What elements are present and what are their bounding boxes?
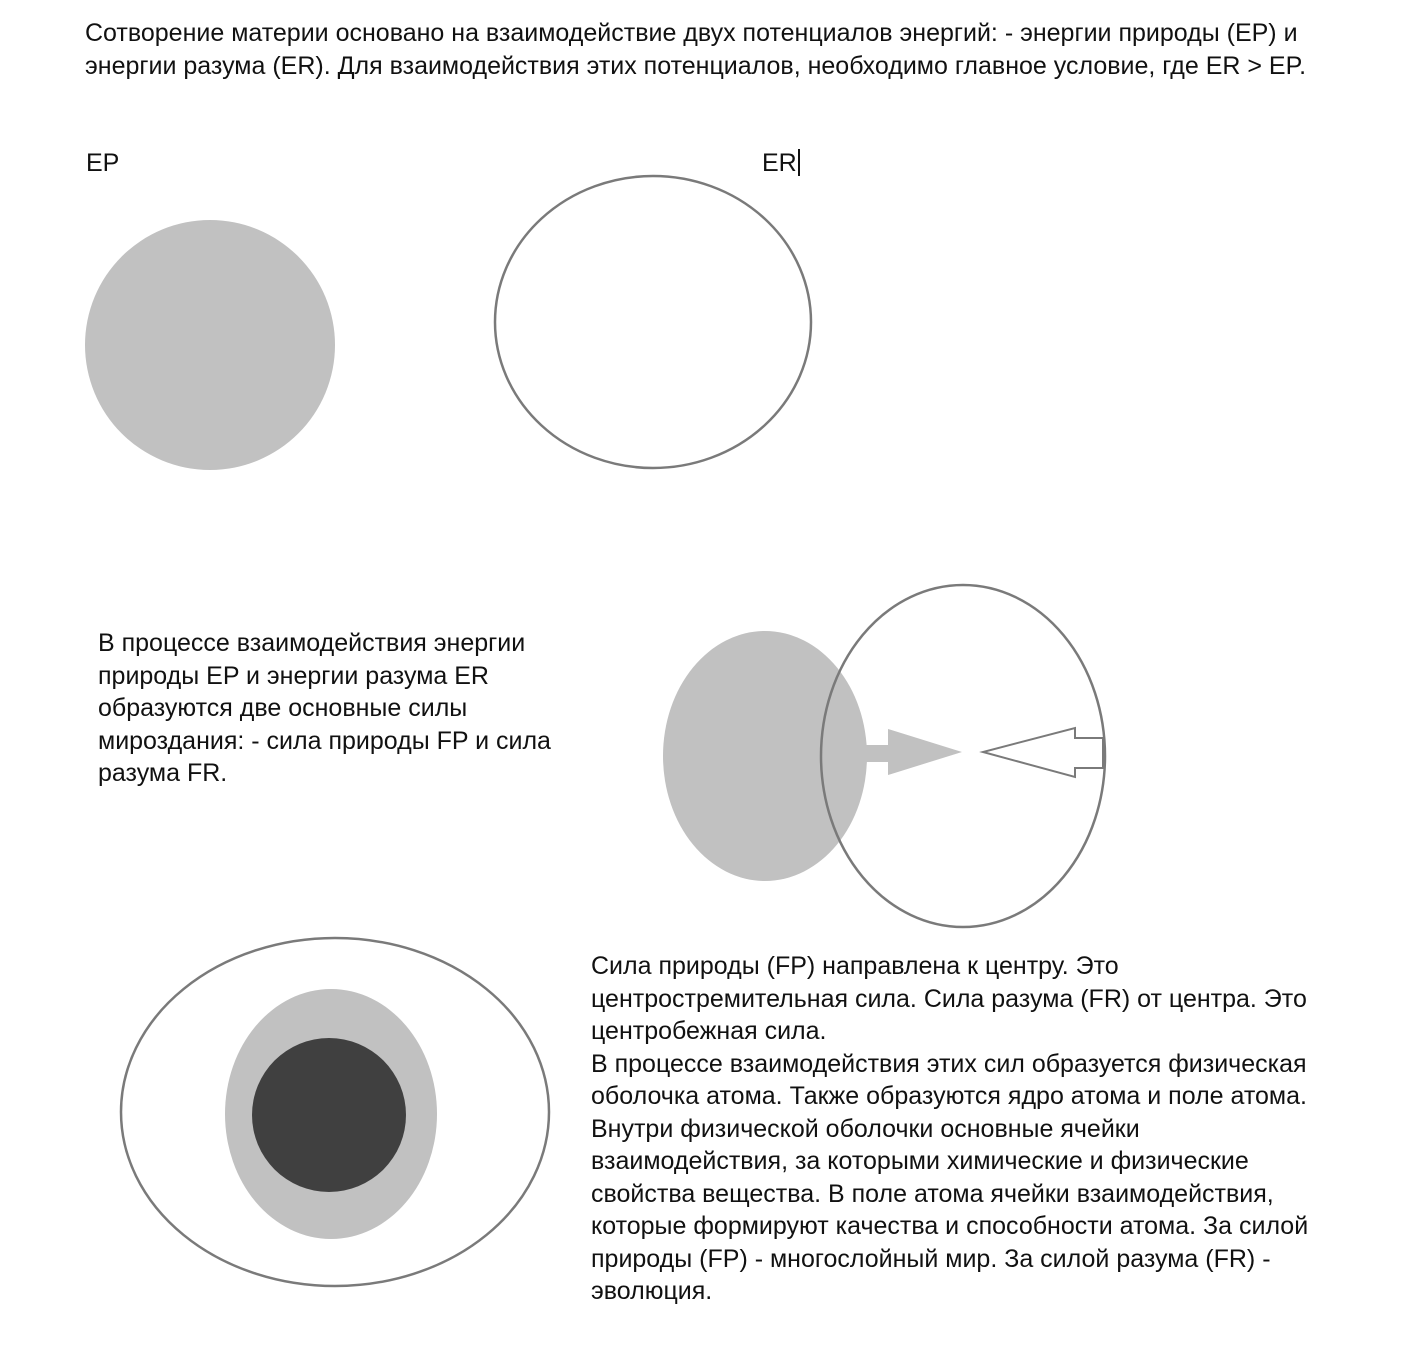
ep-label-text: EP (86, 149, 120, 177)
intro-paragraph: Сотворение материи основано на взаимодействие двух потенциалов энергий: - энергии природы (EP) и энергии разума (ER). Для взаимодействия этих потенциалов, необходимо главное условие, где ER > EP. (85, 19, 1307, 80)
er-label-text: ER (762, 149, 797, 177)
ep-nature-circle (85, 220, 335, 470)
atom-nucleus-circle (252, 1038, 406, 1192)
forces-paragraph: Сила природы (FP) направлена к центру. Это центростремительная сила. Сила разума (FR) от центра. Это центробежная сила. В процессе взаимодействия этих сил образуется физическая оболочка атома. Также образуются ядро атома и поле атома. Внутри физической оболочки основные ячейки взаимодействия, за которыми химические и физические свойства вещества. В поле атома ячейки взаимодействия, которые формируют качества и способности атома. За силой природы (FP) - многослойный мир. За силой разума (FR) - эволюция. (591, 952, 1309, 1305)
interaction-nature-ellipse (663, 631, 867, 881)
er-reason-circle (495, 176, 811, 468)
process-paragraph: В процессе взаимодействия энергии природы EP и энергии разума ER образуются две основные силы мироздания: - сила природы FP и сила разума FR. (98, 629, 551, 787)
fr-force-arrow (983, 728, 1103, 777)
fp-force-arrow (866, 729, 962, 775)
